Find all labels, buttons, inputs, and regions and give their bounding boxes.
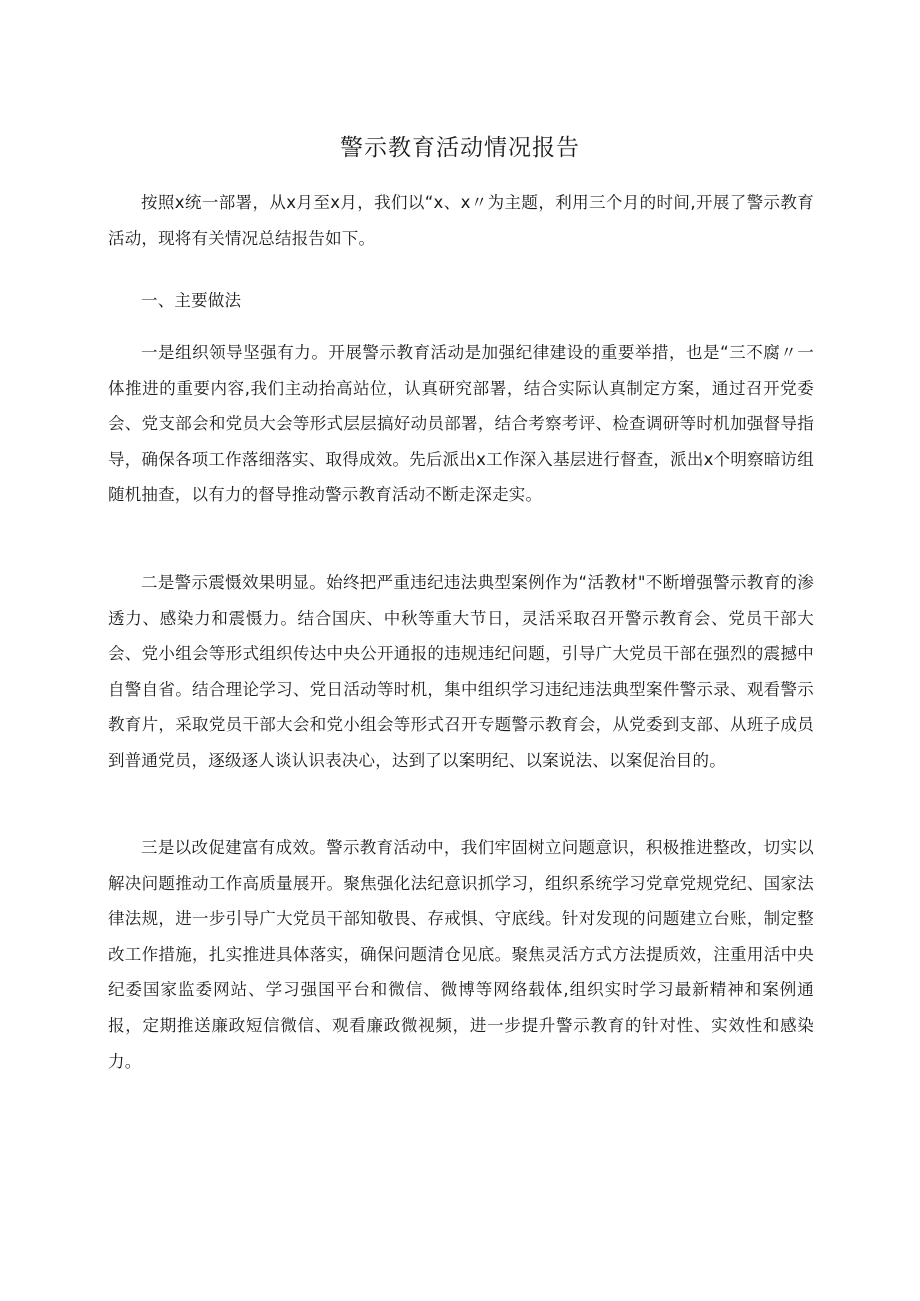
intro-paragraph: 按照x统一部署，从x月至x月，我们以“x、x〃为主题，利用三个月的时间,开展了警示教育活动，现将有关情况总结报告如下。: [108, 193, 814, 248]
document-title: 警示教育活动情况报告: [340, 135, 580, 161]
paragraph-item-2: 二是警示震慑效果明显。始终把严重违纪违法典型案例作为“活教材"不断增强警示教育的渗透力、感染力和震慑力。结合国庆、中秋等重大节日，灵活采取召开警示教育会、党员干部大会、党小组会等形式组织传达中央公开通报的违规违纪问题，引导广大党员干部在强烈的震撼中自警自省。结合理论学习、党日活动等时机，集中组织学习违纪违法典型案件警示录、观看警示教育片，采取党员干部大会和党小组会等形式召开专题警示教育会，从党委到支部、从班子成员到普通党员，逐级逐人谈认识表决心，达到了以案明纪、以案说法、以案促治目的。: [108, 573, 814, 770]
paragraph-item-1: 一是组织领导坚强有力。开展警示教育活动是加强纪律建设的重要举措，也是“三不腐〃一体推进的重要内容,我们主动抬高站位，认真研究部署，结合实际认真制定方案，通过召开党委会、党支部会和党员大会等形式层层搞好动员部署，结合考察考评、检查调研等时机加强督导指导，确保各项工作落细落实、取得成效。先后派出x工作深入基层进行督查，派出x个明察暗访组随机抽查，以有力的督导推动警示教育活动不断走深走实。: [108, 343, 814, 505]
paragraph-item-3: 三是以改促建富有成效。警示教育活动中，我们牢固树立问题意识，积极推进整改，切实以解决问题推动工作高质量展开。聚焦强化法纪意识抓学习，组织系统学习党章党规党纪、国家法律法规，进一步引导广大党员干部知敬畏、存戒惧、守底线。针对发现的问题建立台账，制定整改工作措施，扎实推进具体落实，确保问题清仓见底。聚焦灵活方式方法提质效，注重用活中央纪委国家监委网站、学习强国平台和微信、微博等网络载体,组织实时学习最新精神和案例通报，定期推送廉政短信微信、观看廉政微视频，进一步提升警示教育的针对性、实效性和感染力。: [108, 838, 814, 1071]
section-heading: 一、主要做法: [141, 291, 242, 310]
